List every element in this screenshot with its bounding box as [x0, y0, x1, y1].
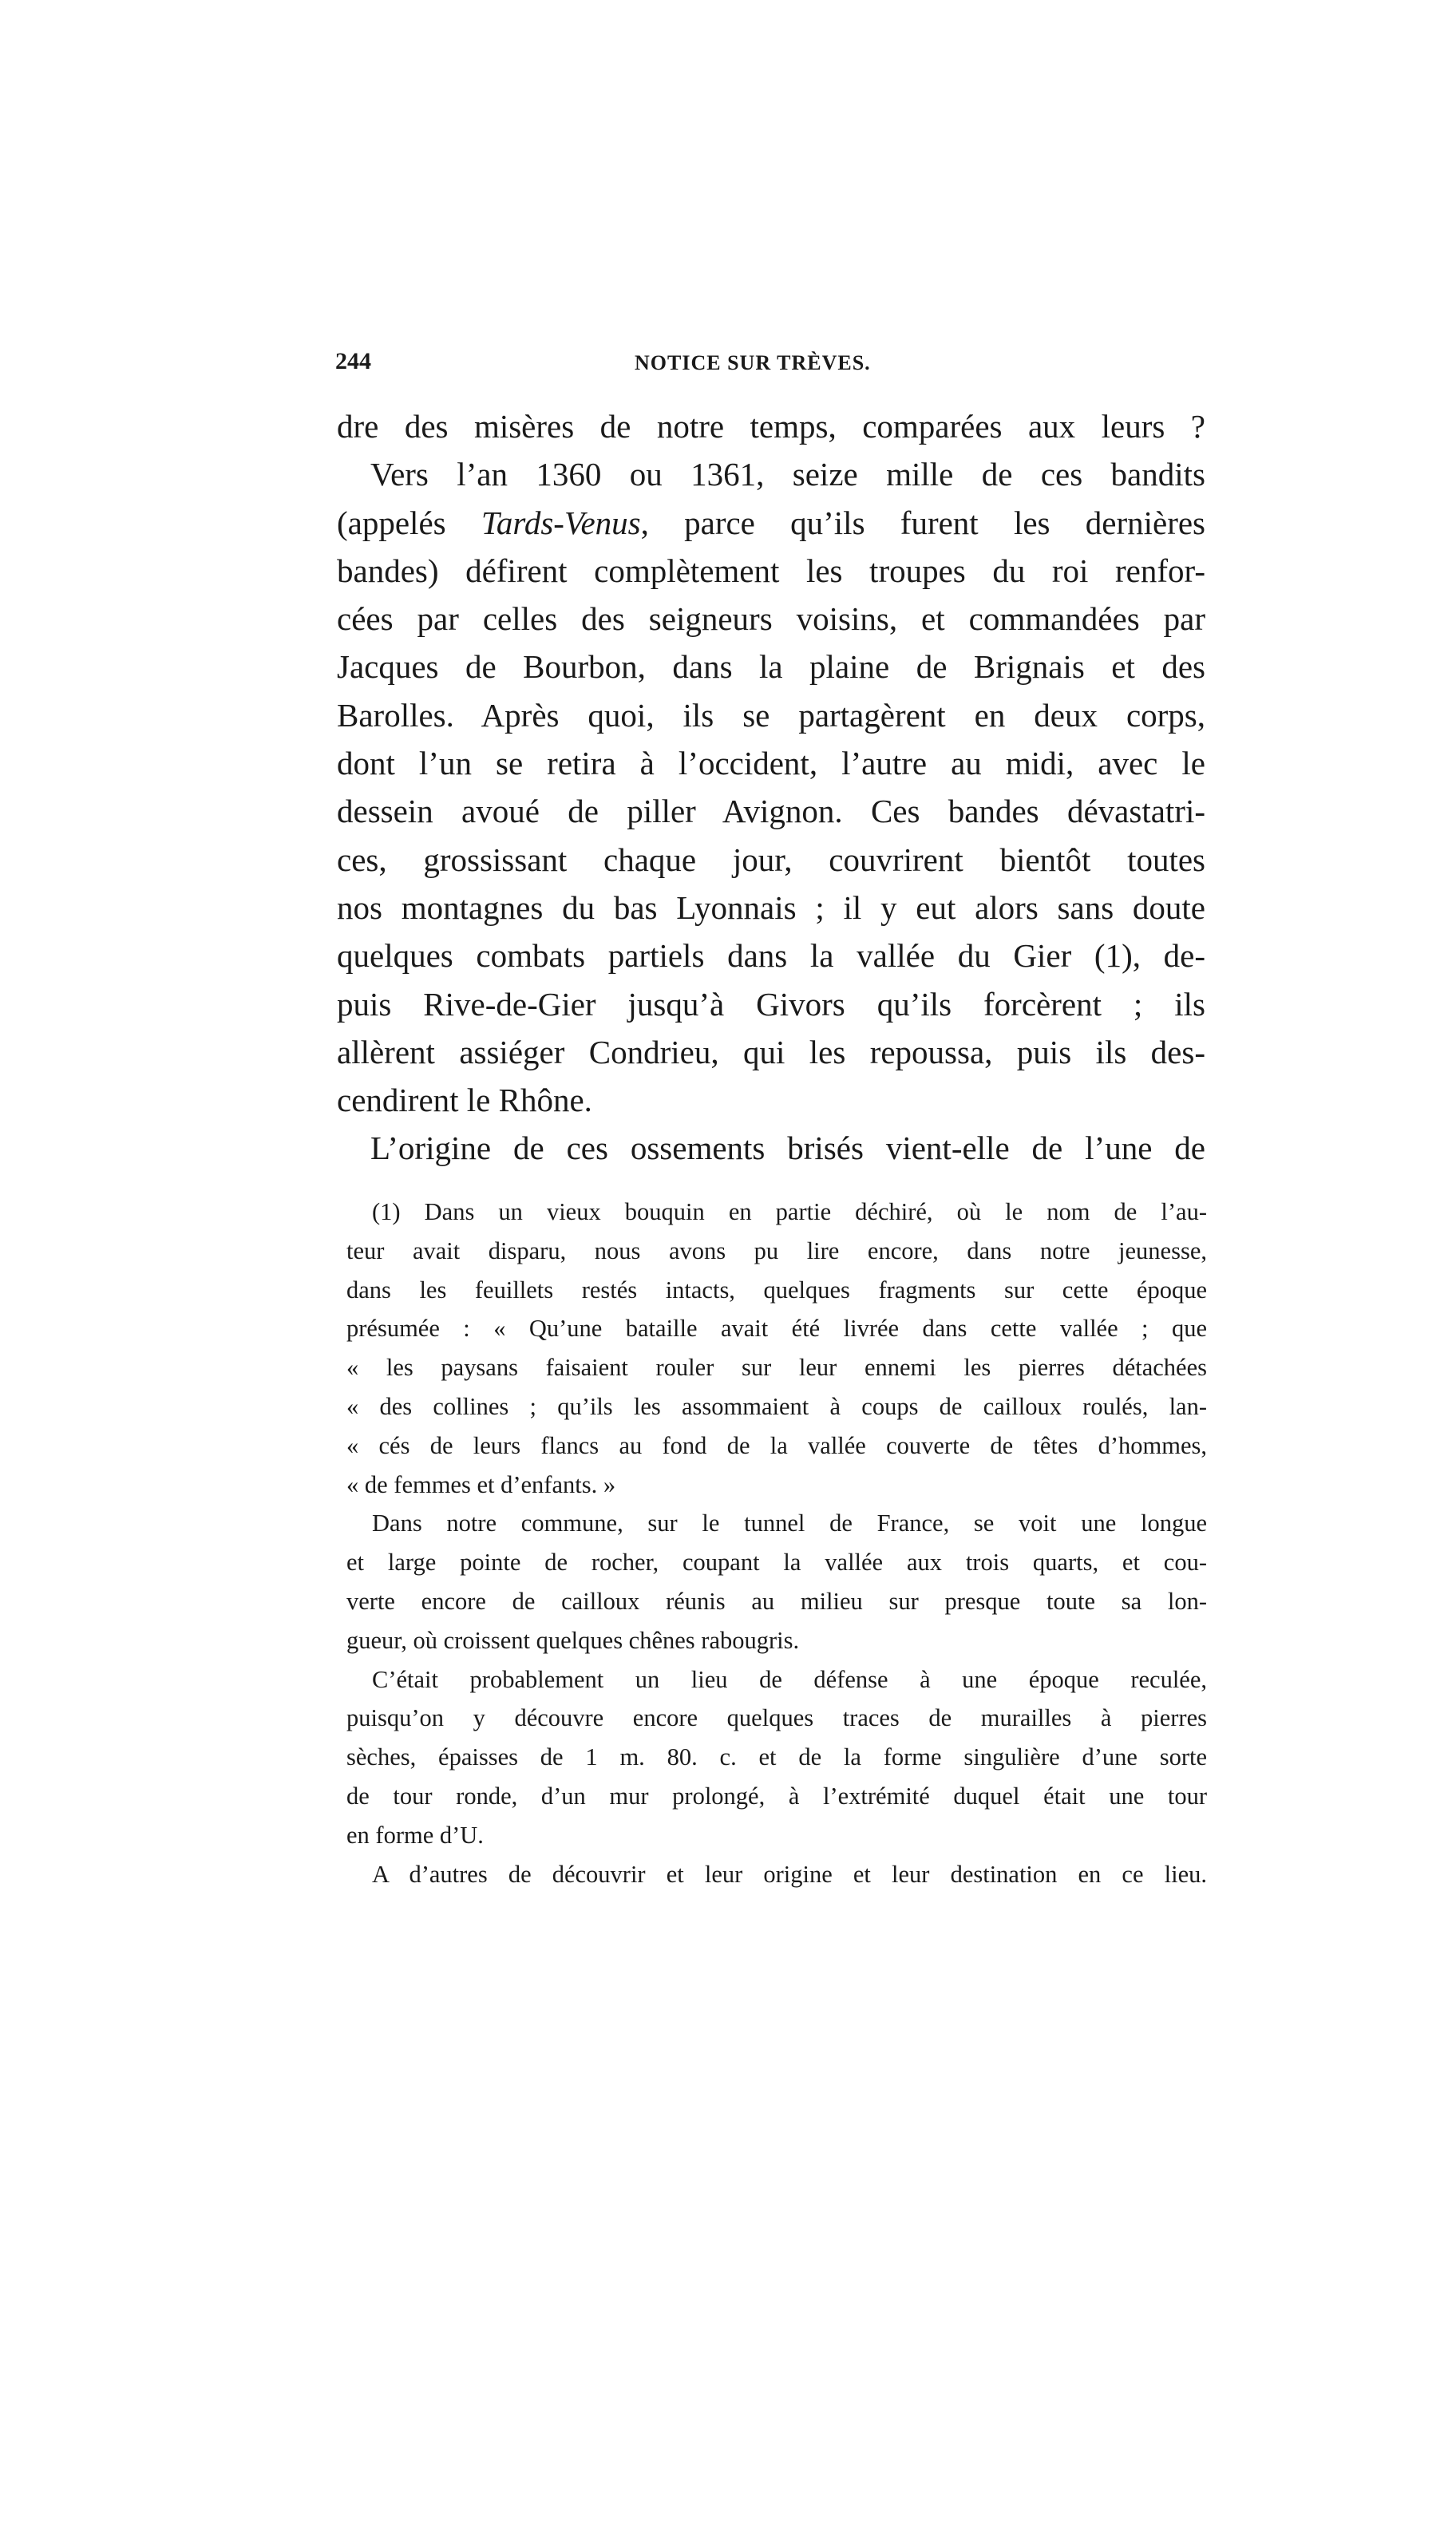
footnote-line: « de femmes et d’enfants. » — [346, 1470, 616, 1498]
footnote-line: verte encore de cailloux réunis au milieu sur presque toute sa lon- — [346, 1587, 1207, 1615]
body-line: Barolles. Après quoi, ils se partagèrent en deux corps, — [337, 696, 1205, 734]
footnote-line: présumée : « Qu’une bataille avait été livrée dans cette vallée ; que — [346, 1315, 1207, 1343]
body-line: dessein avoué de piller Avignon. Ces bandes dévastatri- — [337, 793, 1205, 830]
text-run: (appelés — [337, 504, 481, 541]
footnote-line: gueur, où croissent quelques chênes rabougris. — [346, 1626, 800, 1654]
body-line: Jacques de Bourbon, dans la plaine de Brignais et des — [337, 648, 1205, 686]
footnote-line: en forme d’U. — [346, 1821, 484, 1849]
footnote-line: « des collines ; qu’ils les assommaient à coups de cailloux roulés, lan- — [346, 1392, 1207, 1420]
body-line: dont l’un se retira à l’occident, l’autre au midi, avec le — [337, 745, 1205, 782]
italic-term: Tards-Venus — [481, 504, 641, 541]
footnote-line: dans les feuillets restés intacts, quelques fragments sur cette époque — [346, 1276, 1207, 1304]
footnote-line: sèches, épaisses de 1 m. 80. c. et de la forme singulière d’une sorte — [346, 1743, 1207, 1771]
footnote-line: et large pointe de rocher, coupant la vallée aux trois quarts, et cou- — [346, 1549, 1207, 1577]
body-line: L’origine de ces ossements brisés vient-elle de l’une de — [370, 1130, 1205, 1167]
body-line: ces, grossissant chaque jour, couvrirent bientôt toutes — [337, 841, 1205, 878]
text-run: , parce qu’ils furent les dernières — [640, 504, 1205, 541]
footnote-line: teur avait disparu, nous avons pu lire encore, dans notre jeunesse, — [346, 1236, 1207, 1264]
body-line: nos montagnes du bas Lyonnais ; il y eut alors sans doute — [337, 888, 1205, 926]
footnote-line: Dans notre commune, sur le tunnel de France, se voit une longue — [372, 1509, 1207, 1537]
footnote-line: de tour ronde, d’un mur prolongé, à l’extrémité duquel était une tour — [346, 1782, 1207, 1810]
body-line: allèrent assiéger Condrieu, qui les repoussa, puis ils des- — [337, 1033, 1205, 1070]
footnote-line: « les paysans faisaient rouler sur leur ennemi les pierres détachées — [346, 1354, 1207, 1382]
body-line: cées par celles des seigneurs voisins, et commandées par — [337, 600, 1205, 638]
page-number: 244 — [335, 348, 371, 374]
footnote-line: C’était probablement un lieu de défense à une époque reculée, — [372, 1665, 1207, 1693]
running-title: NOTICE SUR TRÈVES. — [635, 351, 871, 374]
footnote-line: (1) Dans un vieux bouquin en partie déchiré, où le nom de l’au- — [372, 1198, 1207, 1225]
footnote-line: puisqu’on y découvre encore quelques traces de murailles à pierres — [346, 1704, 1207, 1732]
body-line: quelques combats partiels dans la vallée du Gier (1), de- — [337, 937, 1205, 975]
main-body-text — [337, 402, 1205, 1173]
body-line: dre des misères de notre temps, comparées aux leurs ? — [337, 408, 1205, 445]
body-line — [337, 499, 1205, 547]
body-line: Vers l’an 1360 ou 1361, seize mille de ces bandits — [370, 456, 1205, 493]
body-line: cendirent le Rhône. — [337, 1082, 592, 1119]
body-line: bandes) défirent complètement les troupes du roi renfor- — [337, 552, 1205, 589]
footnote-line: « cés de leurs flancs au fond de la vallée couverte de têtes d’hommes, — [346, 1431, 1207, 1459]
body-line: puis Rive-de-Gier jusqu’à Givors qu’ils forcèrent ; ils — [337, 985, 1205, 1023]
footnotes — [346, 1193, 1207, 1893]
footnote-line: A d’autres de découvrir et leur origine et leur destination en ce lieu. — [372, 1860, 1207, 1888]
